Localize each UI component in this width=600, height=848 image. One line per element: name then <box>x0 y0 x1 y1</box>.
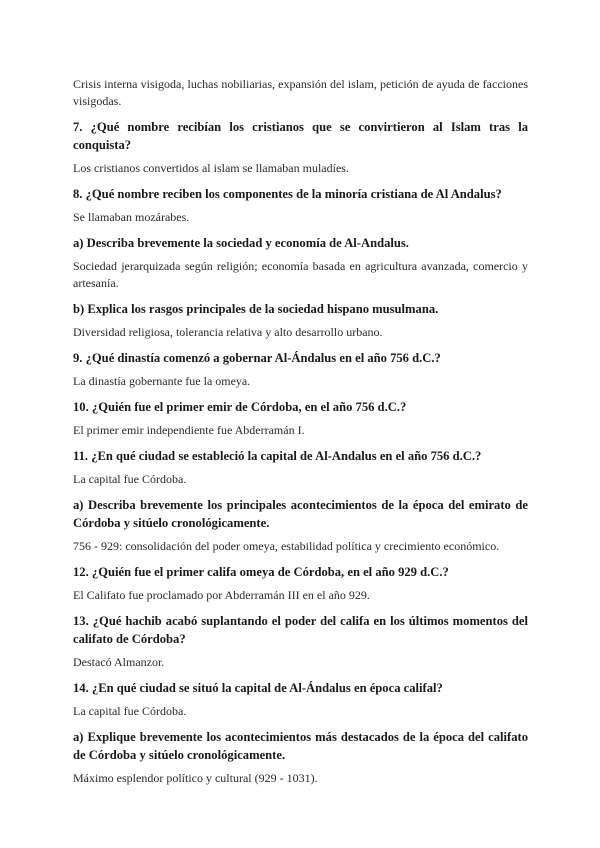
answer: El Califato fue proclamado por Abderramán III en el año 929. <box>73 588 370 602</box>
question: 9. ¿Qué dinastía comenzó a gobernar Al-Ándalus en el año 756 d.C.? <box>73 351 441 365</box>
qa-item-11a <box>73 496 528 555</box>
question: 13. ¿Qué hachib acabó suplantando el poder del califa en los últimos momentos del califato de Córdoba? <box>73 614 528 646</box>
answer: La capital fue Córdoba. <box>73 704 187 718</box>
qa-item-8b <box>73 300 528 341</box>
qa-item-8 <box>73 185 528 226</box>
qa-item-14a <box>73 728 528 787</box>
answer: La dinastía gobernante fue la omeya. <box>73 374 251 388</box>
question: b) Explica los rasgos principales de la sociedad hispano musulmana. <box>73 302 439 316</box>
qa-item-7 <box>73 118 528 177</box>
question: 7. ¿Qué nombre recibían los cristianos que se convirtieron al Islam tras la conquista? <box>73 120 528 152</box>
question: a) Explique brevemente los acontecimientos más destacados de la época del califato de Córdoba y sitúelo cronológicamente. <box>73 730 528 762</box>
answer: Sociedad jerarquizada según religión; economía basada en agricultura avanzada, comercio y artesanía. <box>73 259 528 290</box>
question: 10. ¿Quién fue el primer emir de Córdoba, en el año 756 d.C.? <box>73 400 407 414</box>
question: a) Describa brevemente los principales acontecimientos de la época del emirato de Córdoba y sitúelo cronológicamente. <box>73 498 528 530</box>
qa-item-14 <box>73 679 528 720</box>
qa-item-11 <box>73 447 528 488</box>
answer: Máximo esplendor político y cultural (929 - 1031). <box>73 771 318 785</box>
intro-answer: Crisis interna visigoda, luchas nobiliarias, expansión del islam, petición de ayuda de facciones visigodas. <box>73 77 528 108</box>
question: 11. ¿En qué ciudad se estableció la capital de Al-Andalus en el año 756 d.C.? <box>73 449 482 463</box>
qa-item-10 <box>73 398 528 439</box>
document-body <box>73 76 528 795</box>
answer: Se llamaban mozárabes. <box>73 210 190 224</box>
qa-item-12 <box>73 563 528 604</box>
answer: Destacó Almanzor. <box>73 655 165 669</box>
answer: Los cristianos convertidos al islam se llamaban muladíes. <box>73 161 349 175</box>
answer: Diversidad religiosa, tolerancia relativa y alto desarrollo urbano. <box>73 325 383 339</box>
answer: El primer emir independiente fue Abderramán I. <box>73 423 305 437</box>
question: 14. ¿En qué ciudad se situó la capital de Al-Ándalus en época califal? <box>73 681 443 695</box>
answer: La capital fue Córdoba. <box>73 472 187 486</box>
qa-item-13 <box>73 612 528 671</box>
qa-item-9 <box>73 349 528 390</box>
qa-item-8a <box>73 234 528 292</box>
question: 12. ¿Quién fue el primer califa omeya de Córdoba, en el año 929 d.C.? <box>73 565 449 579</box>
answer: 756 - 929: consolidación del poder omeya, estabilidad política y crecimiento económico. <box>73 539 500 553</box>
question: 8. ¿Qué nombre reciben los componentes de la minoría cristiana de Al Andalus? <box>73 187 502 201</box>
question: a) Describa brevemente la sociedad y economía de Al-Andalus. <box>73 236 409 250</box>
